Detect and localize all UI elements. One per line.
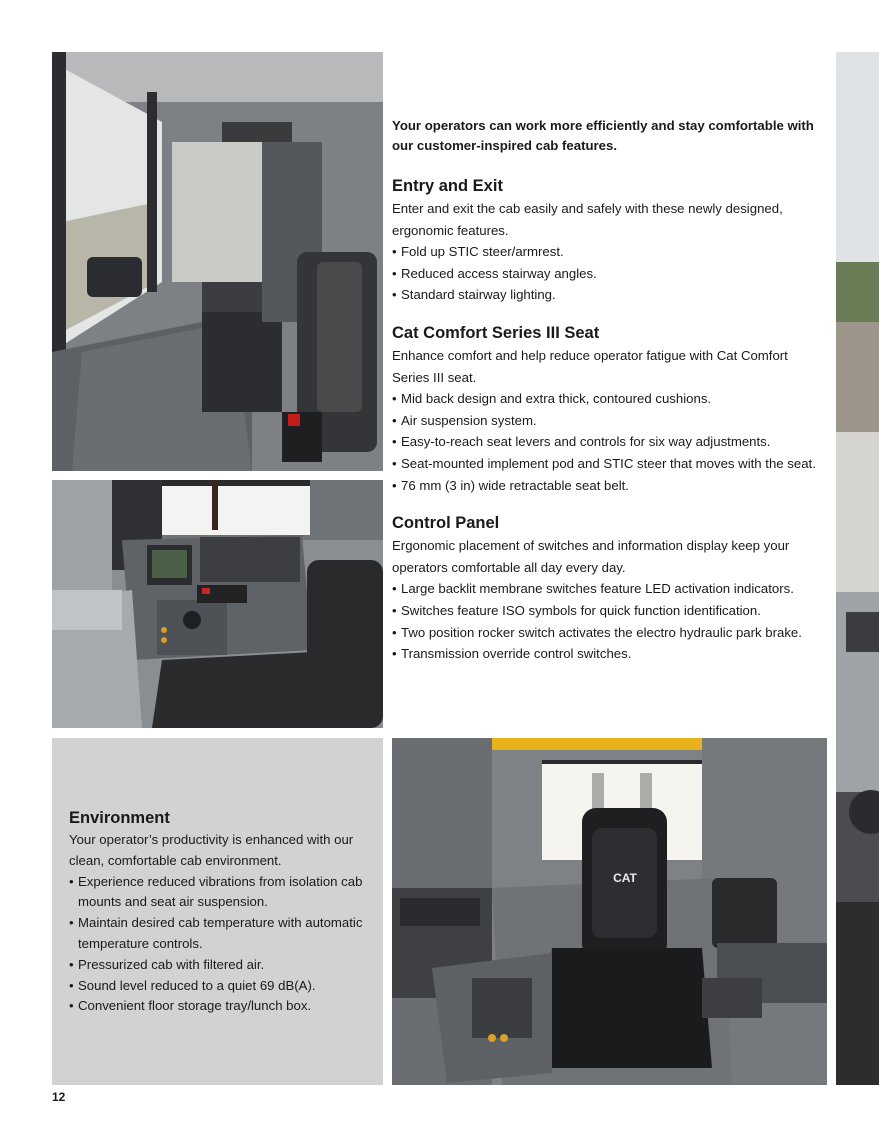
section-lead: Enhance comfort and help reduce operator fatigue with Cat Comfort Series III seat.	[392, 347, 788, 385]
bullet-item: • Experience reduced vibrations from isolation cab mounts and seat air suspension.	[69, 872, 374, 914]
bullet-item: • Pressurized cab with filtered air.	[69, 955, 374, 976]
section-control-panel	[392, 513, 822, 665]
bullet-item: • Transmission override control switches.	[392, 643, 822, 665]
section-title: Entry and Exit	[392, 177, 503, 195]
bullet-item: • Standard stairway lighting.	[392, 284, 822, 306]
section-lead: Enter and exit the cab easily and safely with these newly designed, ergonomic features.	[392, 201, 783, 238]
environment-bullet-list	[69, 872, 374, 1018]
section-comfort-seat	[392, 323, 822, 496]
section-title: Cat Comfort Series III Seat	[392, 323, 600, 342]
bullet-item: • 76 mm (3 in) wide retractable seat belt.	[392, 475, 822, 497]
main-text-column	[392, 116, 822, 682]
section-title: Control Panel	[392, 514, 500, 533]
bullet-item: • Easy-to-reach seat levers and controls for six way adjustments.	[392, 431, 822, 453]
cat-logo: CAT	[613, 871, 637, 885]
bullet-item: • Large backlit membrane switches feature LED activation indicators.	[392, 578, 822, 600]
cab-interior-entry-photo	[52, 52, 383, 471]
bullet-item: • Reduced access stairway angles.	[392, 263, 822, 285]
section-entry-exit	[392, 176, 822, 306]
bullet-list	[392, 578, 822, 664]
environment-content	[69, 808, 374, 1017]
bullet-item: • Two position rocker switch activates the electro hydraulic park brake.	[392, 622, 822, 644]
bullet-list	[392, 241, 822, 306]
bullet-item: • Mid back design and extra thick, contoured cushions.	[392, 388, 822, 410]
bullet-item: • Sound level reduced to a quiet 69 dB(A).	[69, 976, 374, 997]
cab-seat-rear-photo	[392, 738, 827, 1085]
intro-text: Your operators can work more efficiently and stay comfortable with our customer-inspired cab features.	[392, 118, 814, 153]
section-lead: Ergonomic placement of switches and information display keep your operators comfortable all day every day.	[392, 538, 790, 575]
bullet-item: • Switches feature ISO symbols for quick function identification.	[392, 600, 822, 622]
bullet-item: • Maintain desired cab temperature with automatic temperature controls.	[69, 913, 374, 955]
bullet-item: • Fold up STIC steer/armrest.	[392, 241, 822, 263]
environment-box	[52, 738, 383, 1085]
environment-lead: Your operator’s productivity is enhanced with our clean, comfortable cab environment.	[69, 832, 354, 868]
bullet-item: • Convenient floor storage tray/lunch box.	[69, 996, 374, 1017]
bullet-item: • Seat-mounted implement pod and STIC steer that moves with the seat.	[392, 453, 822, 475]
page-number: 12	[52, 1090, 66, 1104]
bullet-item: • Air suspension system.	[392, 410, 822, 432]
adjacent-photo-strip	[836, 52, 879, 1085]
bullet-list	[392, 388, 822, 496]
control-panel-photo	[52, 480, 383, 728]
environment-title: Environment	[69, 809, 170, 827]
